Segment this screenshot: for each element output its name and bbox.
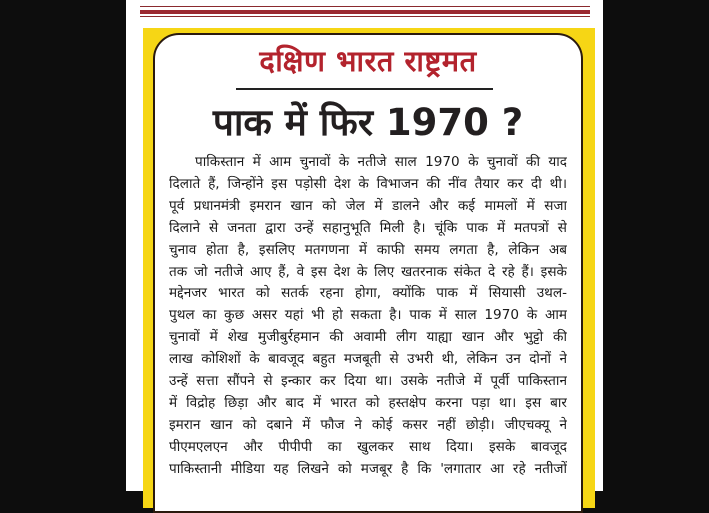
header-rule-thin-top: [140, 6, 590, 7]
body-line: पाकिस्तान में आम चुनावों के नतीजे साल 1970 के चुनावों की याद: [195, 154, 567, 170]
body-line: में विद्रोह छिड़ा और बाद में भारत को हस्तक्षेप करना पड़ा था। इस बार: [169, 394, 567, 411]
body-line: पाकिस्तानी मीडिया यह लिखने को मजबूर है कि 'लगातार आ रहे नतीजों: [169, 460, 567, 477]
masthead-divider: [236, 88, 493, 90]
body-line: उन्हें सत्ता सौंपने से इन्कार कर दिया था। उसके नतीजे में पूर्वी पाकिस्तान: [169, 373, 567, 390]
body-line: पूर्व प्रधानमंत्री इमरान खान को जेल में डालने और कई मामलों में सजा: [169, 197, 567, 214]
body-line: चुनावों में शेख मुजीबुर्रहमान की अवामी लीग याह्या खान और भुट्टो की: [169, 329, 567, 346]
header-rule-thick: [140, 10, 590, 14]
body-line: तक जो नतीजे आए हैं, वे इस देश के लिए खतरनाक संकेत दे रहे हैं। इसके: [169, 263, 567, 280]
editorial-frame: [143, 28, 595, 508]
masthead-title: दक्षिण भारत राष्ट्रमत: [259, 44, 477, 78]
body-line: मद्देनजर भारत को सतर्क रहना होगा, क्योंकि पाक में सियासी उथल-: [169, 285, 567, 302]
body-line: दिलाते हैं, जिन्होंने इस पड़ोसी देश के विभाजन की नींव तैयार कर दी थी।: [169, 175, 567, 192]
body-line: पीएमएलएन और पीपीपी का खुलकर साथ दिया। इसके बावजूद: [169, 438, 567, 455]
header-rule-thin-bottom: [140, 16, 590, 17]
article-body: [169, 152, 567, 481]
body-line: लाख कोशिशों के बावजूद बहुत मजबूती से उभरी थी, लेकिन उन दोनों ने: [169, 351, 567, 368]
editorial-box: [153, 33, 583, 513]
body-line: इमरान खान को दबाने में फौज ने कोई कसर नहीं छोड़ी। जीएचक्यू ने: [169, 416, 567, 433]
body-line: दिलाने से जनता द्वारा उन्हें सहानुभूति मिली है। चूंकि पाक में मतपत्रों से: [169, 219, 567, 236]
article-headline: पाक में फिर 1970 ?: [212, 101, 524, 144]
newspaper-page: [126, 0, 603, 491]
body-line: चुनाव होता है, इसलिए मतगणना में काफी समय लगता है, लेकिन अब: [169, 241, 567, 258]
body-line: पुथल का कुछ असर यहां भी हो सकता है। पाक में साल 1970 के आम: [169, 307, 567, 324]
